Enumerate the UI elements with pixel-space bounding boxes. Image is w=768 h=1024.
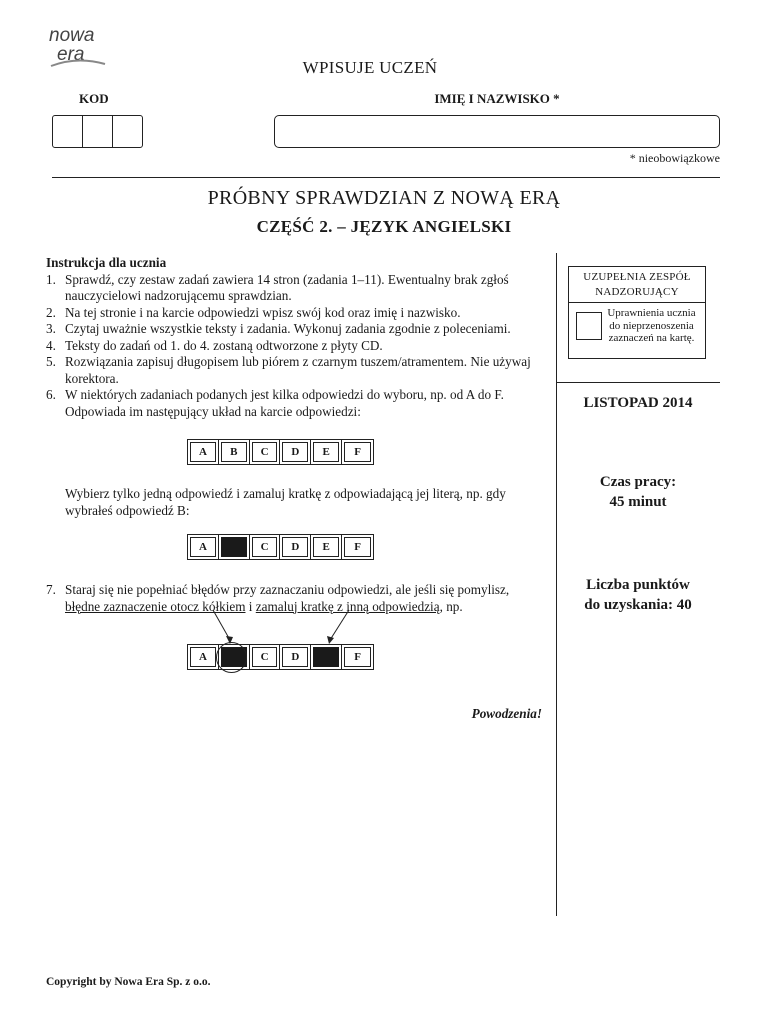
circled-mistake-icon [219, 645, 250, 669]
instructions [46, 255, 551, 420]
exam-title: PRÓBNY SPRAWDZIAN Z NOWĄ ERĄ [207, 187, 561, 209]
name-input-box[interactable] [274, 115, 720, 148]
answer-cell-f: F [344, 647, 371, 667]
supervisor-box [568, 266, 706, 359]
instruction-item: 6. W niektórych zadaniach podanych jest kilka odpowiedzi do wyboru, np. od A do F. Odpowiada im następujący układ na karcie odpowiedzi: [46, 387, 504, 419]
answer-cell-a: A [190, 442, 216, 462]
instruction-item: 5. Rozwiązania zapisuj długopisem lub piórem z czarnym tuszem/atramentem. Nie używaj korektora. [46, 354, 531, 386]
answer-cell-e-filled [313, 647, 339, 667]
student-fills-heading: WPISUJE UCZEŃ [302, 58, 438, 77]
duration: Czas pracy: 45 minut [599, 474, 677, 510]
answer-cell-e: E [313, 537, 339, 557]
fill-other-text: zamaluj kratkę z inną odpowiedzią [255, 598, 440, 614]
answer-cell-d: D [282, 537, 308, 557]
optional-note: * nieobowiązkowe [629, 151, 720, 165]
max-points: Liczba punktów do uzyskania: 40 [584, 577, 692, 613]
answer-cell-f: F [344, 537, 371, 557]
exam-subtitle: CZĘŚĆ 2. – JĘZYK ANGIELSKI [256, 217, 512, 236]
instruction-item: 1. Sprawdź, czy zestaw zadań zawiera 14 stron (zadania 1–11). Ewentualny brak zgłoś nauczycielowi nadzorującemu sprawdzian. [46, 271, 509, 303]
answer-cell-e: E [313, 442, 339, 462]
supervisor-checkbox[interactable] [576, 312, 602, 340]
answer-cell-d: D [282, 442, 308, 462]
instruction-item-7: 7. Staraj się nie popełniać błędów przy zaznaczaniu odpowiedzi, ale jeśli się pomylisz, błędne zaznaczenie otocz kółkiem i zamaluj kratkę z inną odpowiedzią, np. [46, 582, 510, 614]
kod-digit-box[interactable] [83, 116, 113, 147]
answer-cell-b-filled [221, 537, 247, 557]
good-luck-text: Powodzenia! [471, 706, 542, 721]
answer-cell-f: F [344, 442, 371, 462]
svg-text:era: era [57, 44, 85, 65]
header-divider [52, 177, 720, 178]
answer-cell-c: C [252, 537, 278, 557]
instructions-heading: Instrukcja dla ucznia [46, 255, 167, 270]
choose-one-text: Wybierz tylko jedną odpowiedź i zamaluj kratkę z odpowiadającą jej literą, np. gdy wybrałeś odpowiedź B: [65, 486, 506, 518]
exam-date: LISTOPAD 2014 [583, 395, 693, 411]
answer-example-empty [187, 439, 374, 465]
kod-input-boxes[interactable] [52, 115, 143, 148]
sidebar-divider [556, 382, 720, 383]
instruction-item: 4. Teksty do zadań od 1. do 4. zostaną odtworzone z płyty CD. [46, 337, 383, 353]
kod-digit-box[interactable] [53, 116, 83, 147]
instruction-item: 3. Czytaj uważnie wszystkie teksty i zadania. Wykonuj zadania zgodnie z poleceniami. [46, 321, 511, 336]
supervisor-box-heading: UZUPEŁNIA ZESPÓŁ NADZORUJĄCY [569, 267, 705, 303]
privileges-label: Uprawnienia ucznia do nieprzenoszenia zaznaczeń na kartę. [607, 307, 696, 344]
answer-cell-d: D [282, 647, 308, 667]
answer-example-b-selected [187, 534, 374, 560]
instruction-item: 2. Na tej stronie i na karcie odpowiedzi wpisz swój kod oraz imię i nazwisko. [46, 304, 461, 320]
name-label: IMIĘ I NAZWISKO * [434, 91, 560, 106]
svg-text:nowa: nowa [49, 25, 95, 46]
answer-cell-c: C [252, 647, 278, 667]
answer-cell-a: A [190, 537, 216, 557]
answer-example-corrected [187, 644, 374, 670]
copyright: Copyright by Nowa Era Sp. z o.o. [46, 976, 211, 988]
kod-label: KOD [79, 91, 109, 106]
answer-cell-c: C [252, 442, 278, 462]
answer-cell-a: A [190, 647, 216, 667]
circle-mistake-text: błędne zaznaczenie otocz kółkiem [65, 598, 246, 614]
answer-cell-b-filled [221, 647, 247, 667]
kod-digit-box[interactable] [113, 116, 142, 147]
answer-cell-b: B [221, 442, 247, 462]
